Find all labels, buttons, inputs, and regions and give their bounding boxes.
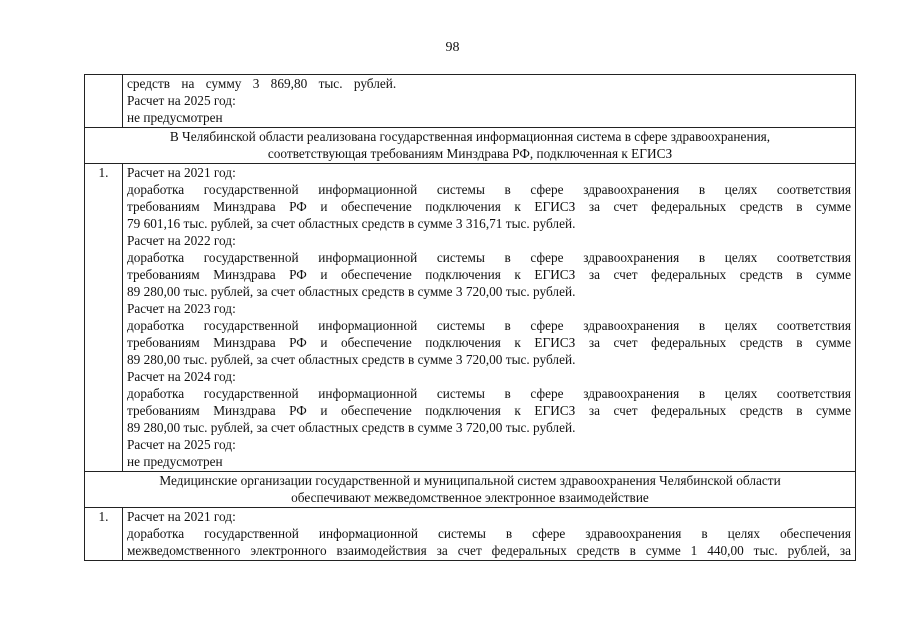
year-heading: Расчет на 2024 год: [127,369,236,384]
text-line: требованиям Минздрава РФ и обеспечение подключения к ЕГИСЗ за счет федеральных средств в сумме [127,335,851,350]
table-row [85,75,856,128]
text-line: требованиям Минздрава РФ и обеспечение подключения к ЕГИСЗ за счет федеральных средств в сумме [127,403,851,418]
row-number-cell: 1. [85,508,123,561]
text-line: не предусмотрен [127,110,223,125]
text-line: не предусмотрен [127,454,223,469]
text-line: доработка государственной информационной системы в сфере здравоохранения в целях соответствия [127,182,851,197]
section-heading-line: обеспечивают межведомственное электронное взаимодействие [291,490,649,505]
section-heading-line: соответствующая требованиям Минздрава РФ, подключенная к ЕГИСЗ [267,146,673,161]
table-row [85,508,856,561]
text-line: межведомственного электронного взаимодействия за счет федеральных средств в сумме 1 440,00 тыс. рублей, за [127,543,851,558]
text-line: требованиям Минздрава РФ и обеспечение подключения к ЕГИСЗ за счет федеральных средств в сумме [127,199,851,214]
section-heading-row [85,472,856,508]
text-line: доработка государственной информационной системы в сфере здравоохранения в целях соответствия [127,250,851,265]
page-number: 98 [445,40,460,55]
text-line: 89 280,00 тыс. рублей, за счет областных средств в сумме 3 720,00 тыс. рублей. [127,352,576,367]
text-line: 79 601,16 тыс. рублей, за счет областных средств в сумме 3 316,71 тыс. рублей. [127,216,576,231]
text-line: 89 280,00 тыс. рублей, за счет областных средств в сумме 3 720,00 тыс. рублей. [127,284,576,299]
section-heading-row [85,128,856,164]
row-number-cell [85,75,123,128]
section-heading [85,128,856,164]
year-heading: Расчет на 2021 год: [127,509,236,524]
text-line: 89 280,00 тыс. рублей, за счет областных средств в сумме 3 720,00 тыс. рублей. [127,420,576,435]
section-heading-line: Медицинские организации государственной и муниципальной систем здравоохранения Челябинской области [159,473,781,488]
row-content-cell [123,508,856,561]
table-row [85,164,856,472]
row-content-cell [123,164,856,472]
year-heading: Расчет на 2023 год: [127,301,236,316]
year-heading: Расчет на 2021 год: [127,165,236,180]
section-heading [85,472,856,508]
row-number-cell: 1. [85,164,123,472]
year-heading: Расчет на 2022 год: [127,233,236,248]
text-line: доработка государственной информационной системы в сфере здравоохранения в целях соответствия [127,318,851,333]
activities-table [84,74,856,561]
text-line: доработка государственной информационной системы в сфере здравоохранения в целях обеспечения [127,526,851,541]
text-line: доработка государственной информационной системы в сфере здравоохранения в целях соответствия [127,386,851,401]
row-content-cell [123,75,856,128]
text-line: требованиям Минздрава РФ и обеспечение подключения к ЕГИСЗ за счет федеральных средств в сумме [127,267,851,282]
text-line: средств на сумму 3 869,80 тыс. рублей. [127,76,397,91]
year-heading: Расчет на 2025 год: [127,437,236,452]
section-heading-line: В Челябинской области реализована государственная информационная система в сфере здравоохранения, [169,129,771,144]
text-line: Расчет на 2025 год: [127,93,236,108]
